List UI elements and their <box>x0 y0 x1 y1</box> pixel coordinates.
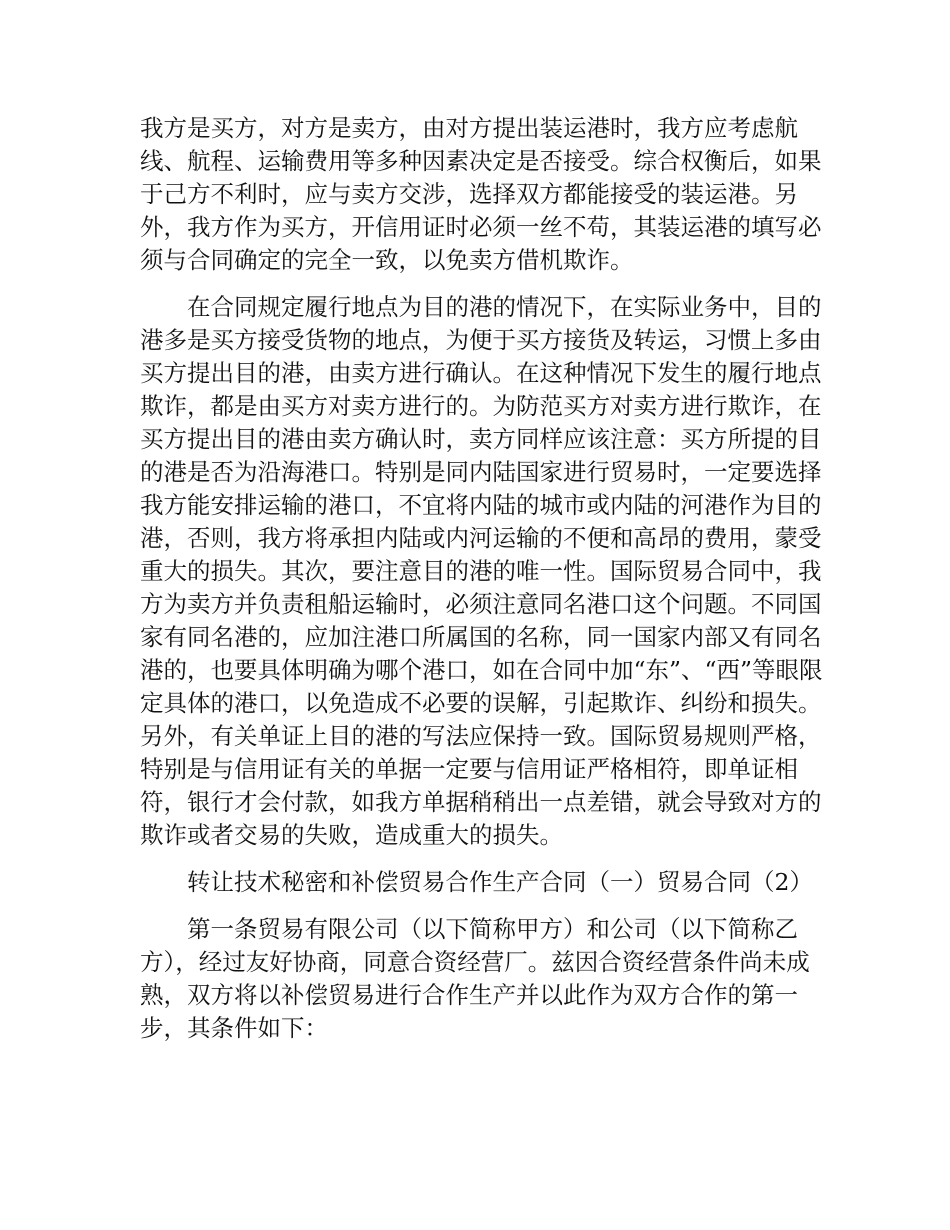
paragraph-article-one: 第一条贸易有限公司（以下简称甲方）和公司（以下简称乙方），经过友好协商，同意合资经营厂。兹因合资经营条件尚未成熟，双方将以补偿贸易进行合作生产并以此作为双方合作的第一步，其条件如下： <box>140 915 810 1042</box>
paragraph-shipment-port: 我方是买方，对方是卖方，由对方提出装运港时，我方应考虑航线、航程、运输费用等多种因素决定是否接受。综合权衡后，如果于己方不利时，应与卖方交涉，选择双方都能接受的装运港。另外，我方作为买方，开信用证时必须一丝不苟，其装运港的填写必须与合同确定的完全一致，以免卖方借机欺诈。 <box>140 114 822 274</box>
paragraph-destination-port: 在合同规定履行地点为目的港的情况下，在实际业务中，目的港多是买方接受货物的地点，为便于买方接货及转运，习惯上多由买方提出目的港，由卖方进行确认。在这种情况下发生的履行地点欺诈，都是由买方对卖方进行的。为防范买方对卖方进行欺诈，在买方提出目的港由卖方确认时，卖方同样应该注意：买方所提的目的港是否为沿海港口。特别是同内陆国家进行贸易时，一定要选择我方能安排运输的港口，不宜将内陆的城市或内陆的河港作为目的港，否则，我方将承担内陆或内河运输的不便和高昂的费用，蒙受重大的损失。其次，要注意目的港的唯一性。国际贸易合同中，我方为卖方并负责租船运输时，必须注意同名港口这个问题。不同国家有同名港的，应加注港口所属国的名称，同一国家内部又有同名港的，也要具体明确为哪个港口，如在合同中加“东”、“西”等眼限定具体的港口，以免造成不必要的误解，引起欺诈、纠纷和损失。另外，有关单证上目的港的写法应保持一致。国际贸易规则严格，特别是与信用证有关的单据一定要与信用证严格相符，即单证相符，银行才会付款，如我方单据稍稍出一点差错，就会导致对方的欺诈或者交易的失败，造成重大的损失。 <box>140 293 823 849</box>
section-heading-contract: 转让技术秘密和补偿贸易合作生产合同（一）贸易合同（2） <box>187 868 813 896</box>
document-body <box>140 112 830 1059</box>
